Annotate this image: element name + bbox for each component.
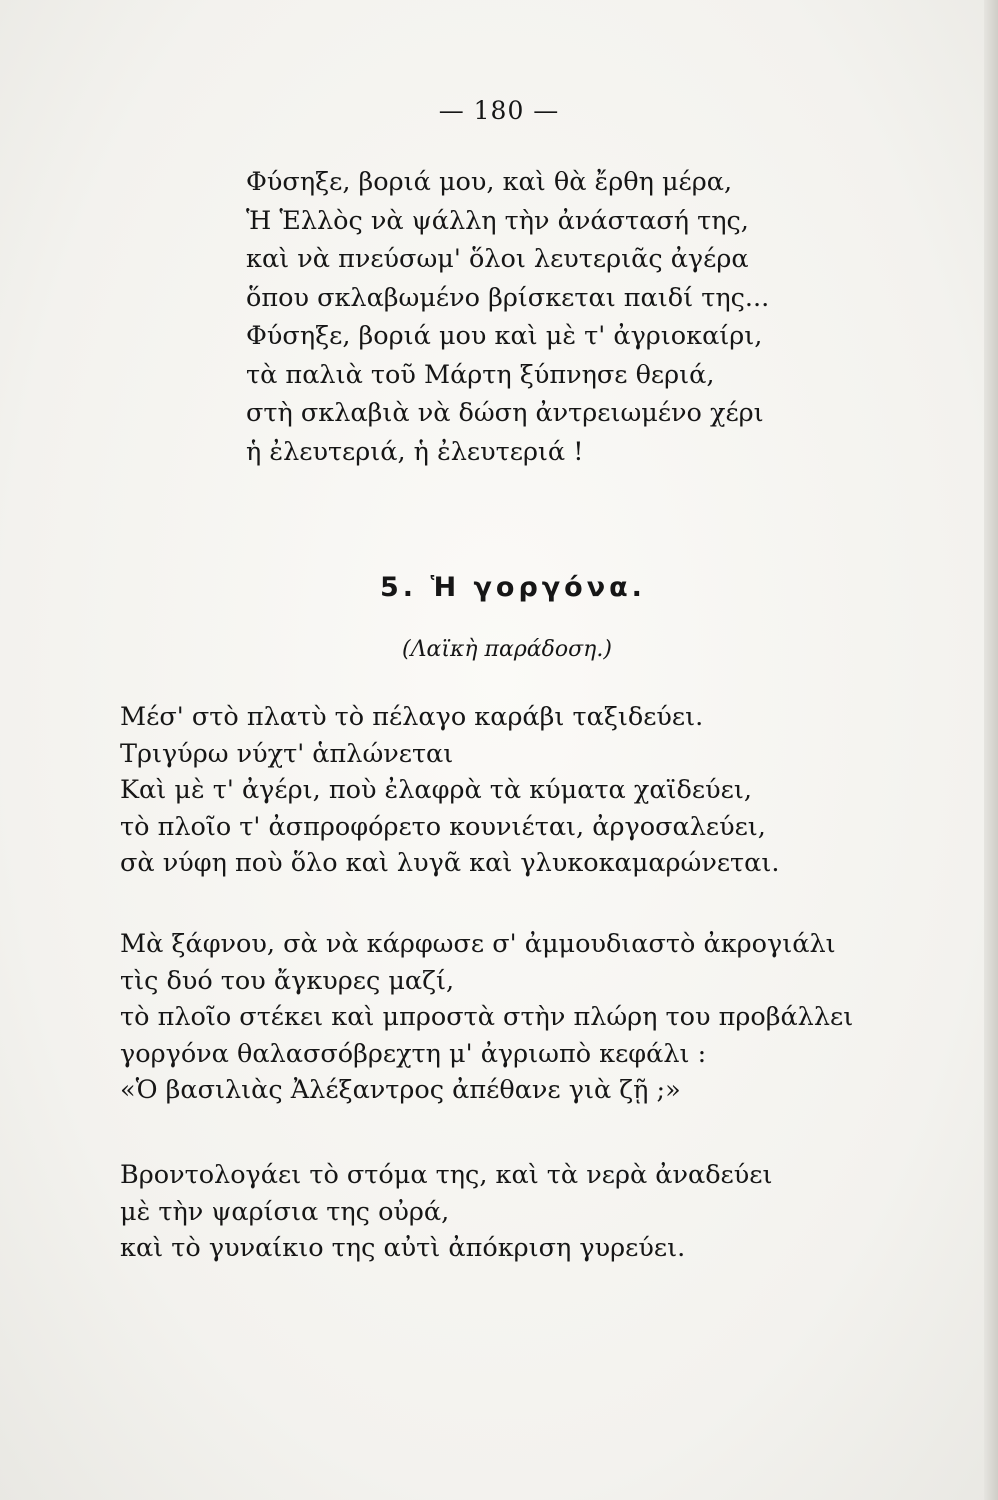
stanza-3	[120, 1157, 772, 1267]
verse-line: Φύσηξε, βοριά μου καὶ μὲ τ' ἀγριοκαίρι,	[246, 321, 763, 351]
section-title: 5. Ἡ γοργόνα.	[380, 572, 646, 603]
verse-line: στὴ σκλαβιὰ νὰ δώση ἀντρειωμένο χέρι	[246, 398, 764, 428]
verse-line: Φύσηξε, βοριά μου, καὶ θὰ ἔρθη μέρα,	[246, 167, 733, 197]
verse-line: τὰ παλιὰ τοῦ Μάρτη ξύπνησε θεριά,	[246, 359, 715, 390]
page-number: — 180 —	[438, 96, 560, 125]
verse-line: Καὶ μὲ τ' ἀγέρι, ποὺ ἐλαφρὰ τὰ κύματα χαϊδεύει,	[120, 775, 752, 805]
stanza-2	[120, 926, 853, 1109]
verse-line: «Ὁ βασιλιὰς Ἀλέξαντρος ἀπέθανε γιὰ ζῇ ;»	[120, 1075, 681, 1105]
verse-line: Μὰ ξάφνου, σὰ νὰ κάρφωσε σ' ἀμμουδιαστὸ ἀκρογιάλι	[120, 929, 836, 959]
verse-line: καὶ νὰ πνεύσωμ' ὅλοι λευτεριᾶς ἀγέρα	[246, 244, 749, 274]
stanza-1	[120, 699, 780, 882]
verse-line: τὶς δυό του ἄγκυρες μαζί,	[120, 965, 455, 996]
verse-line: Βροντολογάει τὸ στόμα της, καὶ τὰ νερὰ ἀναδεύει	[120, 1160, 773, 1190]
verse-line: ὅπου σκλαβωμένο βρίσκεται παιδί της...	[246, 282, 770, 313]
verse-line: Ἡ Ἑλλὸς νὰ ψάλλη τὴν ἀνάστασή της,	[246, 205, 749, 236]
section-subtitle: (Λαϊκὴ παράδοση.)	[402, 637, 612, 662]
verse-line: Τριγύρω νύχτ' ἁπλώνεται	[120, 738, 454, 769]
page-edge	[984, 0, 998, 1500]
verse-line: ἡ ἐλευτεριά, ἡ ἐλευτεριά !	[246, 436, 584, 467]
verse-line: σὰ νύφη ποὺ ὅλο καὶ λυγᾶ καὶ γλυκοκαμαρώνεται.	[120, 848, 780, 878]
verse-line: γοργόνα θαλασσόβρεχτη μ' ἀγριωπὸ κεφάλι :	[120, 1038, 707, 1069]
verse-line: Μέσ' στὸ πλατὺ τὸ πέλαγο καράβι ταξιδεύει.	[120, 702, 704, 732]
verse-line: καὶ τὸ γυναίκιο της αὐτὶ ἀπόκριση γυρεύει.	[120, 1233, 686, 1263]
verse-line: μὲ τὴν ψαρίσια της οὐρά,	[120, 1196, 450, 1227]
verse-line: τὸ πλοῖο τ' ἀσπροφόρετο κουνιέται, ἀργοσαλεύει,	[120, 811, 766, 842]
verse-line: τὸ πλοῖο στέκει καὶ μπροστὰ στὴν πλώρη του προβάλλει	[120, 1002, 854, 1032]
poem-ending-stanza	[246, 163, 769, 471]
